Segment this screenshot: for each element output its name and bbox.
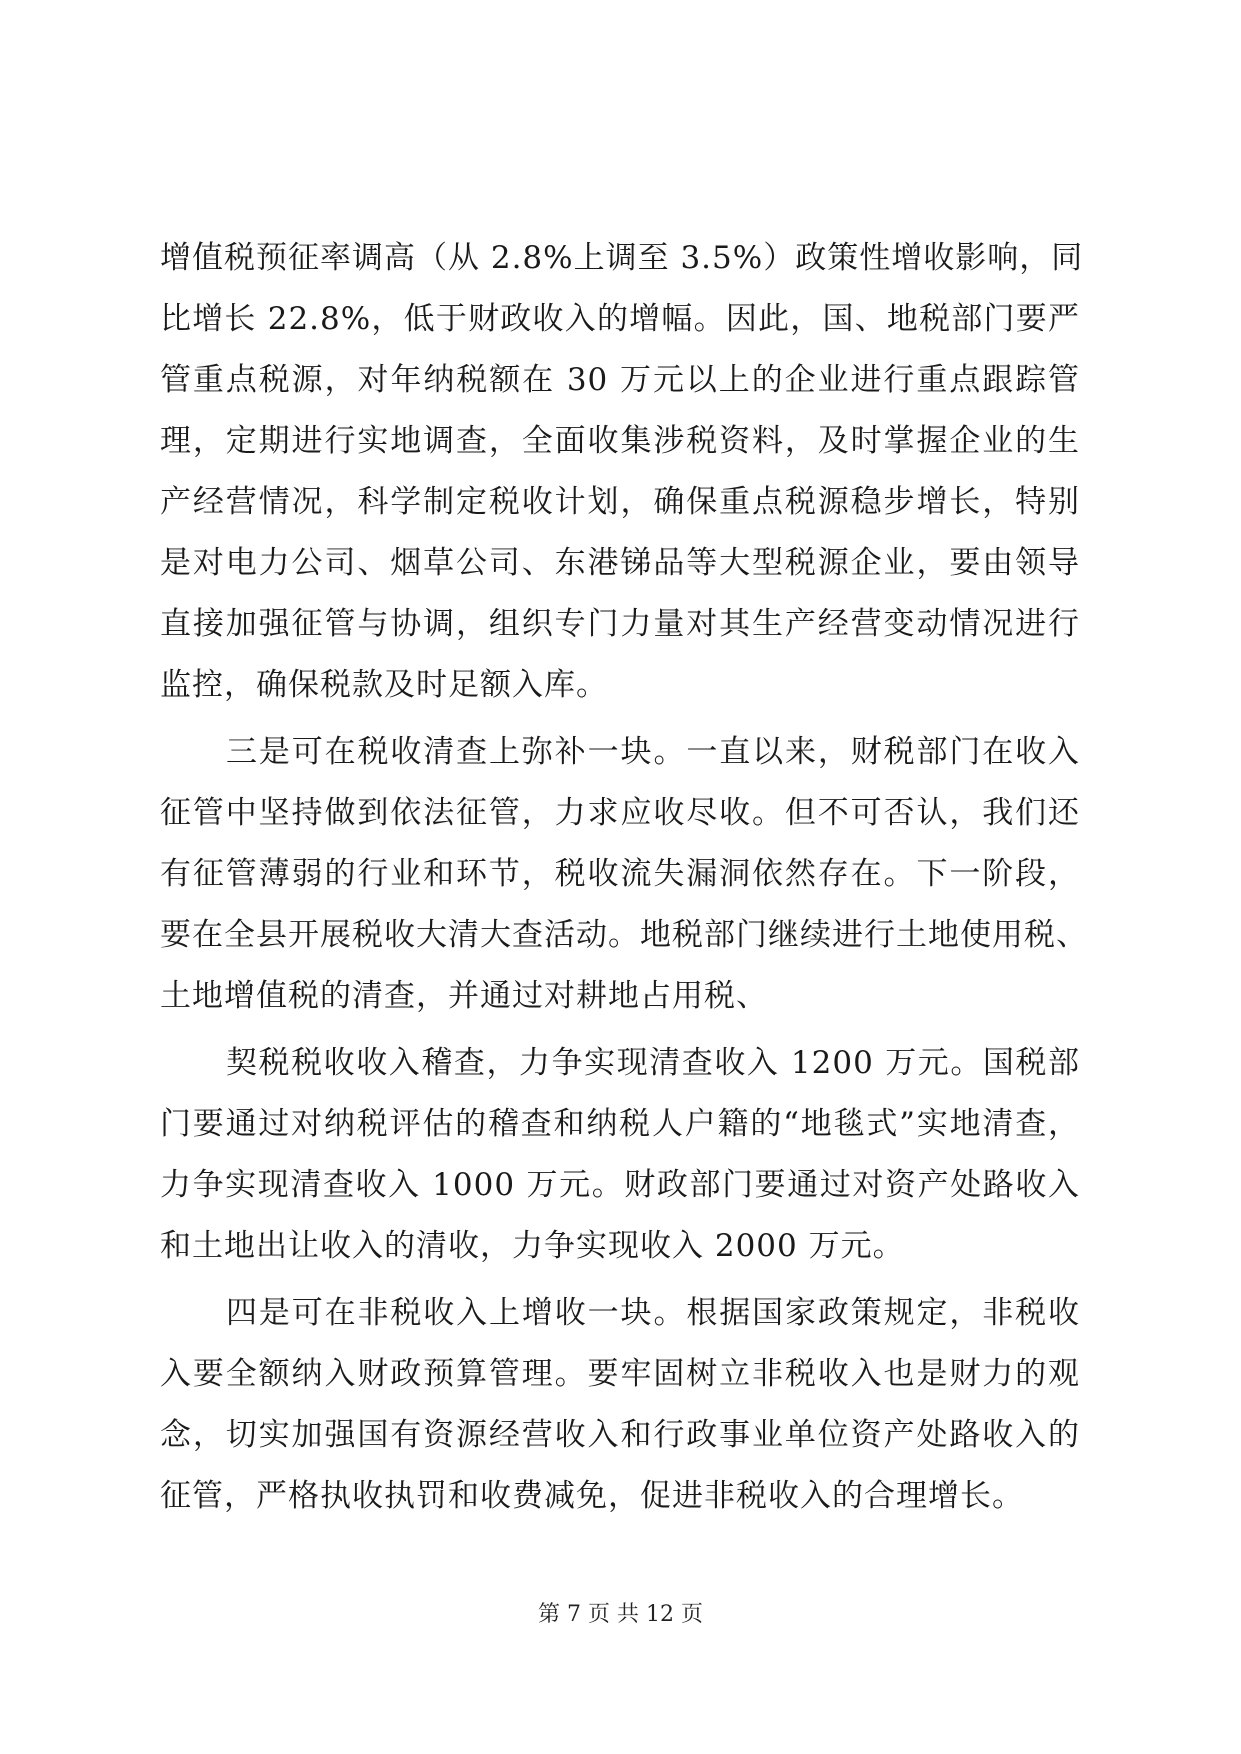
paragraph-2 xyxy=(160,722,1088,1027)
text-line: 产经营情况，科学制定税收计划，确保重点税源稳步增长，特别 xyxy=(160,484,1080,520)
text-line: 三是可在税收清查上弥补一块。一直以来，财税部门在收入 xyxy=(226,734,1080,770)
text-line: 门要通过对纳税评估的稽查和纳税人户籍的“地毯式”实地清查， xyxy=(160,1106,1080,1142)
text-line: 管重点税源，对年纳税额在 30 万元以上的企业进行重点跟踪管 xyxy=(160,362,1080,398)
body-text xyxy=(160,228,1088,1527)
text-line: 征管中坚持做到依法征管，力求应收尽收。但不可否认，我们还 xyxy=(160,795,1080,831)
paragraph-4 xyxy=(160,1283,1080,1527)
text-line: 和土地出让收入的清收，力争实现收入 2000 万元。 xyxy=(160,1228,905,1264)
paragraph-1 xyxy=(160,228,1084,716)
text-line: 入要全额纳入财政预算管理。要牢固树立非税收入也是财力的观 xyxy=(160,1356,1080,1392)
text-line: 增值税预征率调高（从 2.8%上调至 3.5%）政策性增收影响，同 xyxy=(160,240,1084,276)
text-line: 有征管薄弱的行业和环节，税收流失漏洞依然存在。下一阶段， xyxy=(160,856,1080,892)
text-line: 是对电力公司、烟草公司、东港锑品等大型税源企业，要由领导 xyxy=(160,545,1080,581)
text-line: 直接加强征管与协调，组织专门力量对其生产经营变动情况进行 xyxy=(160,606,1080,642)
text-line: 力争实现清查收入 1000 万元。财政部门要通过对资产处路收入 xyxy=(160,1167,1080,1203)
text-line: 土地增值税的清查，并通过对耕地占用税、 xyxy=(160,978,768,1014)
text-line: 监控，确保税款及时足额入库。 xyxy=(160,667,608,703)
text-line: 念，切实加强国有资源经营收入和行政事业单位资产处路收入的 xyxy=(160,1417,1080,1453)
page-number: 第 7 页 共 12 页 xyxy=(538,1602,703,1627)
text-line: 契税税收收入稽查，力争实现清查收入 1200 万元。国税部 xyxy=(226,1045,1080,1081)
text-line: 要在全县开展税收大清大查活动。地税部门继续进行土地使用税、 xyxy=(160,917,1088,953)
paragraph-3 xyxy=(160,1033,1080,1277)
text-line: 四是可在非税收入上增收一块。根据国家政策规定，非税收 xyxy=(226,1295,1080,1331)
text-line: 征管，严格执收执罚和收费减免，促进非税收入的合理增长。 xyxy=(160,1478,1024,1514)
text-line: 比增长 22.8%，低于财政收入的增幅。因此，国、地税部门要严 xyxy=(160,301,1080,337)
text-line: 理，定期进行实地调查，全面收集涉税资料，及时掌握企业的生 xyxy=(160,423,1080,459)
